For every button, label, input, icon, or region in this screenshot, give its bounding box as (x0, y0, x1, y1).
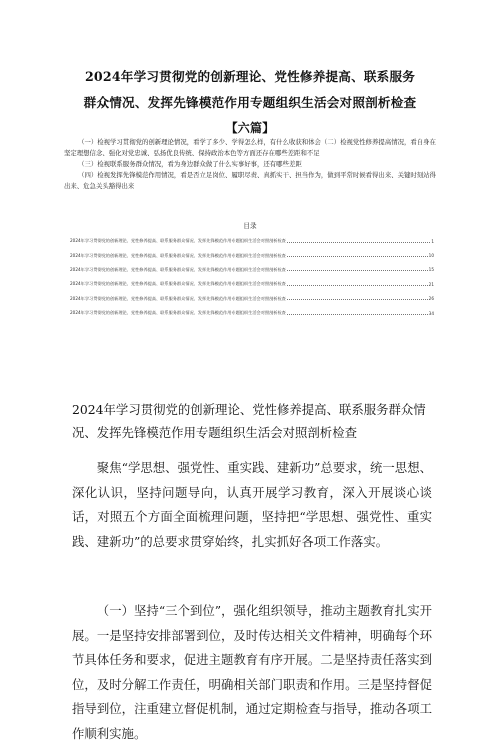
toc-entry-text: 2024年学习贯彻党的创新理论、党性修养提高、联系服务群众情况、发挥先锋模范作用专题组织生活会对照剖析检查 (70, 310, 286, 316)
toc-entry-page: 21 (428, 281, 434, 287)
toc-leader-dots (287, 270, 428, 271)
document-title-line-2: 群众情况、发挥先锋模范作用专题组织生活会对照剖析检查 (83, 95, 417, 110)
toc-entry[interactable] (70, 277, 434, 291)
toc-entry-page: 26 (428, 296, 434, 302)
toc-entry-text: 2024年学习贯彻党的创新理论、党性修养提高、联系服务群众情况、发挥先锋模范作用专题组织生活会对照剖析检查 (70, 295, 286, 301)
body-paragraph-1: 聚焦“学思想、强党性、重实践、建新功”总要求，统一思想、深化认识，坚持问题导向，认真开展学习教育，深入开展谈心谈话，对照五个方面全面梳理问题，坚持把“学思想、强党性、重实践、建新功”的总要求贯穿始终，扎实抓好各项工作落实。 (72, 460, 432, 549)
toc-entry[interactable] (70, 234, 434, 248)
toc-entry-page: 15 (428, 267, 434, 273)
document-title-line-1: 2024年学习贯彻党的创新理论、党性修养提高、联系服务 (84, 69, 416, 84)
toc-heading: 目录 (243, 222, 257, 230)
toc-entry-page: 10 (428, 253, 434, 259)
toc-entry[interactable] (70, 306, 434, 320)
summary-item-1-2: （一）检视学习贯彻党的创新理论情况，看学了多少、学得怎么样，有什么收获和体会（二）检视党性修养提高情况，看自身在坚定理想信念、强化对党忠诚、弘扬优良传统、保持政治本色等方面还存在哪些差距和不足 (64, 138, 436, 157)
toc-entry-text: 2024年学习贯彻党的创新理论、党性修养提高、联系服务群众情况、发挥先锋模范作用专题组织生活会对照剖析检查 (70, 252, 286, 258)
toc-entry-text: 2024年学习贯彻党的创新理论、党性修养提高、联系服务群众情况、发挥先锋模范作用专题组织生活会对照剖析检查 (70, 281, 286, 287)
table-of-contents (70, 234, 434, 320)
toc-entry[interactable] (70, 263, 434, 277)
summary-block (64, 137, 438, 192)
section-title: 2024年学习贯彻党的创新理论、党性修养提高、联系服务群众情况、发挥先锋模范作用专题组织生活会对照剖析检查 (72, 402, 426, 440)
toc-entry[interactable] (70, 292, 434, 306)
summary-item-4: （四）检视发挥先锋模范作用情况，看是否立足岗位、履职尽责、真抓实干、担当作为，做到平常时候看得出来、关键时刻站得出来、危急关头豁得出来 (64, 171, 436, 190)
toc-leader-dots (287, 256, 428, 257)
toc-entry-text: 2024年学习贯彻党的创新理论、党性修养提高、联系服务群众情况、发挥先锋模范作用专题组织生活会对照剖析检查 (70, 266, 286, 272)
toc-entry-page: 1 (431, 238, 434, 244)
toc-entry-text: 2024年学习贯彻党的创新理论、党性修养提高、联系服务群众情况、发挥先锋模范作用专题组织生活会对照剖析检查 (70, 238, 286, 244)
body-paragraph-2: （一）坚持“三个到位”，强化组织领导，推动主题教育扎实开展。一是坚持安排部署到位，及时传达相关文件精神，明确每个环节具体任务和要求，促进主题教育有序开展。二是坚持责任落实到位，及时分解工作责任，明确相关部门职责和作用。三是坚持督促指导到位，注重建立督促机制，通过定期检查与指导，推动各项工作顺利实施。 (72, 603, 432, 741)
toc-leader-dots (287, 314, 428, 315)
summary-item-3: （三）检视联系服务群众情况，看为身边群众做了什么实事好事，还有哪些差距 (78, 160, 302, 168)
toc-leader-dots (287, 299, 428, 300)
toc-leader-dots (287, 242, 430, 243)
toc-entry-page: 34 (428, 310, 434, 316)
toc-leader-dots (287, 285, 428, 286)
toc-entry[interactable] (70, 248, 434, 262)
document-subtitle: 【六篇】 (225, 121, 275, 135)
